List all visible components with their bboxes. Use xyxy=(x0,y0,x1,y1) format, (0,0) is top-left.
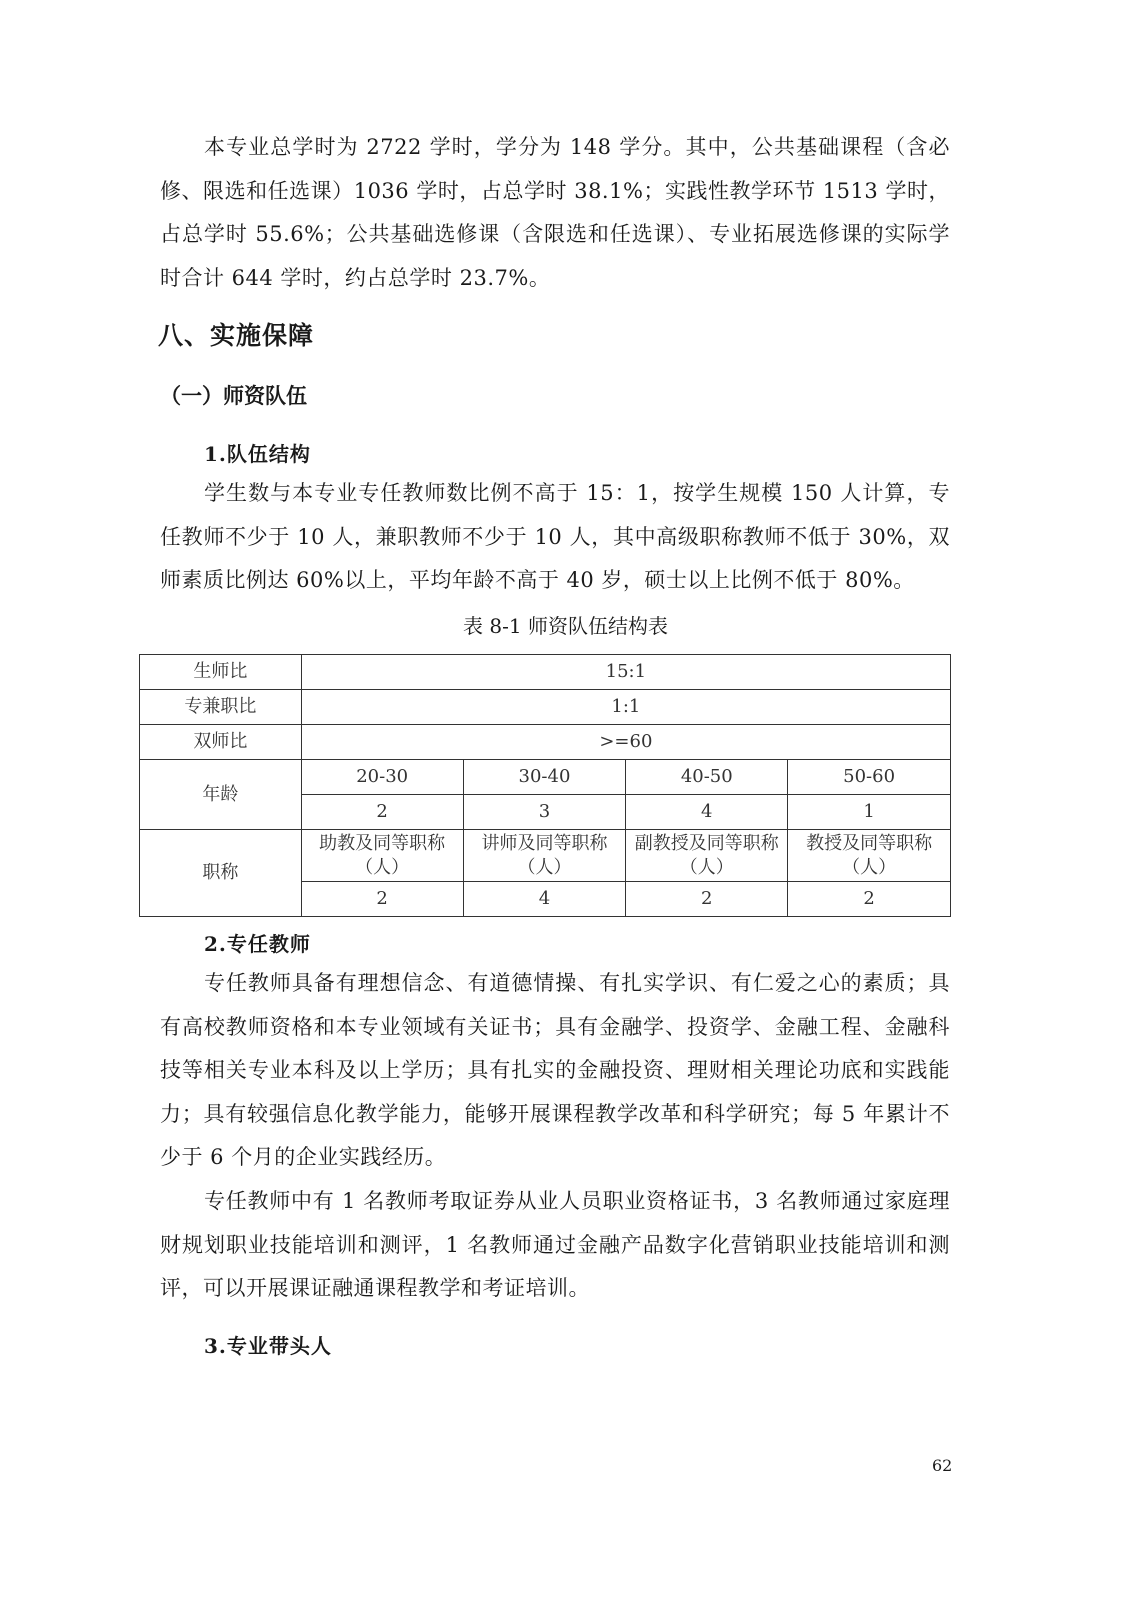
row-label: 双师比 xyxy=(140,725,302,760)
age-header: 50-60 xyxy=(788,760,951,795)
subsection-heading: （一）师资队伍 xyxy=(160,384,307,408)
item-heading-team-structure: 1.队伍结构 xyxy=(204,442,311,466)
title-label: 职称 xyxy=(140,830,302,917)
age-value: 4 xyxy=(626,795,788,830)
table-row xyxy=(140,655,951,690)
table-row xyxy=(140,760,951,795)
table-row xyxy=(140,690,951,725)
table-caption: 表 8-1 师资队伍结构表 xyxy=(463,614,668,638)
age-header: 30-40 xyxy=(463,760,626,795)
table-row xyxy=(140,725,951,760)
age-value: 3 xyxy=(463,795,626,830)
paragraph-teacher-requirements: 专任教师具备有理想信念、有道德情操、有扎实学识、有仁爱之心的素质；具有高校教师资格和本专业领域有关证书；具有金融学、投资学、金融工程、金融科技等相关专业本科及以上学历；具有扎实的金融投资、理财相关理论功底和实践能力；具有较强信息化教学能力，能够开展课程教学改革和科学研究；每 5 年累计不少于 6 个月的企业实践经历。 xyxy=(160,971,950,1169)
title-header: 教授及同等职称（人） xyxy=(788,830,951,882)
age-value: 2 xyxy=(301,795,463,830)
page-number: 62 xyxy=(932,1456,953,1475)
section-heading: 八、实施保障 xyxy=(158,321,315,350)
faculty-structure-table xyxy=(139,654,951,917)
age-value: 1 xyxy=(788,795,951,830)
row-value: 15:1 xyxy=(301,655,950,690)
title-header: 讲师及同等职称（人） xyxy=(463,830,626,882)
paragraph-team-structure: 学生数与本专业专任教师数比例不高于 15：1，按学生规模 150 人计算，专任教师不少于 10 人，兼职教师不少于 10 人，其中高级职称教师不低于 30%，双师素质比例达 60%以上，平均年龄不高于 40 岁，硕士以上比例不低于 80%。 xyxy=(160,481,950,592)
row-value: >=60 xyxy=(301,725,950,760)
table-row xyxy=(140,830,951,882)
age-header: 40-50 xyxy=(626,760,788,795)
paragraph-teacher-certifications: 专任教师中有 1 名教师考取证券从业人员职业资格证书，3 名教师通过家庭理财规划职业技能培训和测评，1 名教师通过金融产品数字化营销职业技能培训和测评，可以开展课证融通课程教学和考证培训。 xyxy=(160,1189,950,1300)
title-value: 4 xyxy=(463,882,626,917)
age-label: 年龄 xyxy=(140,760,302,830)
paragraph-credit-hours: 本专业总学时为 2722 学时，学分为 148 学分。其中，公共基础课程（含必修、限选和任选课）1036 学时，占总学时 38.1%；实践性教学环节 1513 学时，占总学时 55.6%；公共基础选修课（含限选和任选课）、专业拓展选修课的实际学时合计 644 学时，约占总学时 23.7%。 xyxy=(160,135,950,290)
row-label: 生师比 xyxy=(140,655,302,690)
title-value: 2 xyxy=(788,882,951,917)
item-heading-program-leader: 3.专业带头人 xyxy=(204,1334,332,1358)
row-label: 专兼职比 xyxy=(140,690,302,725)
title-header: 副教授及同等职称（人） xyxy=(626,830,788,882)
row-value: 1:1 xyxy=(301,690,950,725)
title-header: 助教及同等职称（人） xyxy=(301,830,463,882)
title-value: 2 xyxy=(301,882,463,917)
item-heading-full-time-teachers: 2.专任教师 xyxy=(204,932,311,956)
title-value: 2 xyxy=(626,882,788,917)
age-header: 20-30 xyxy=(301,760,463,795)
